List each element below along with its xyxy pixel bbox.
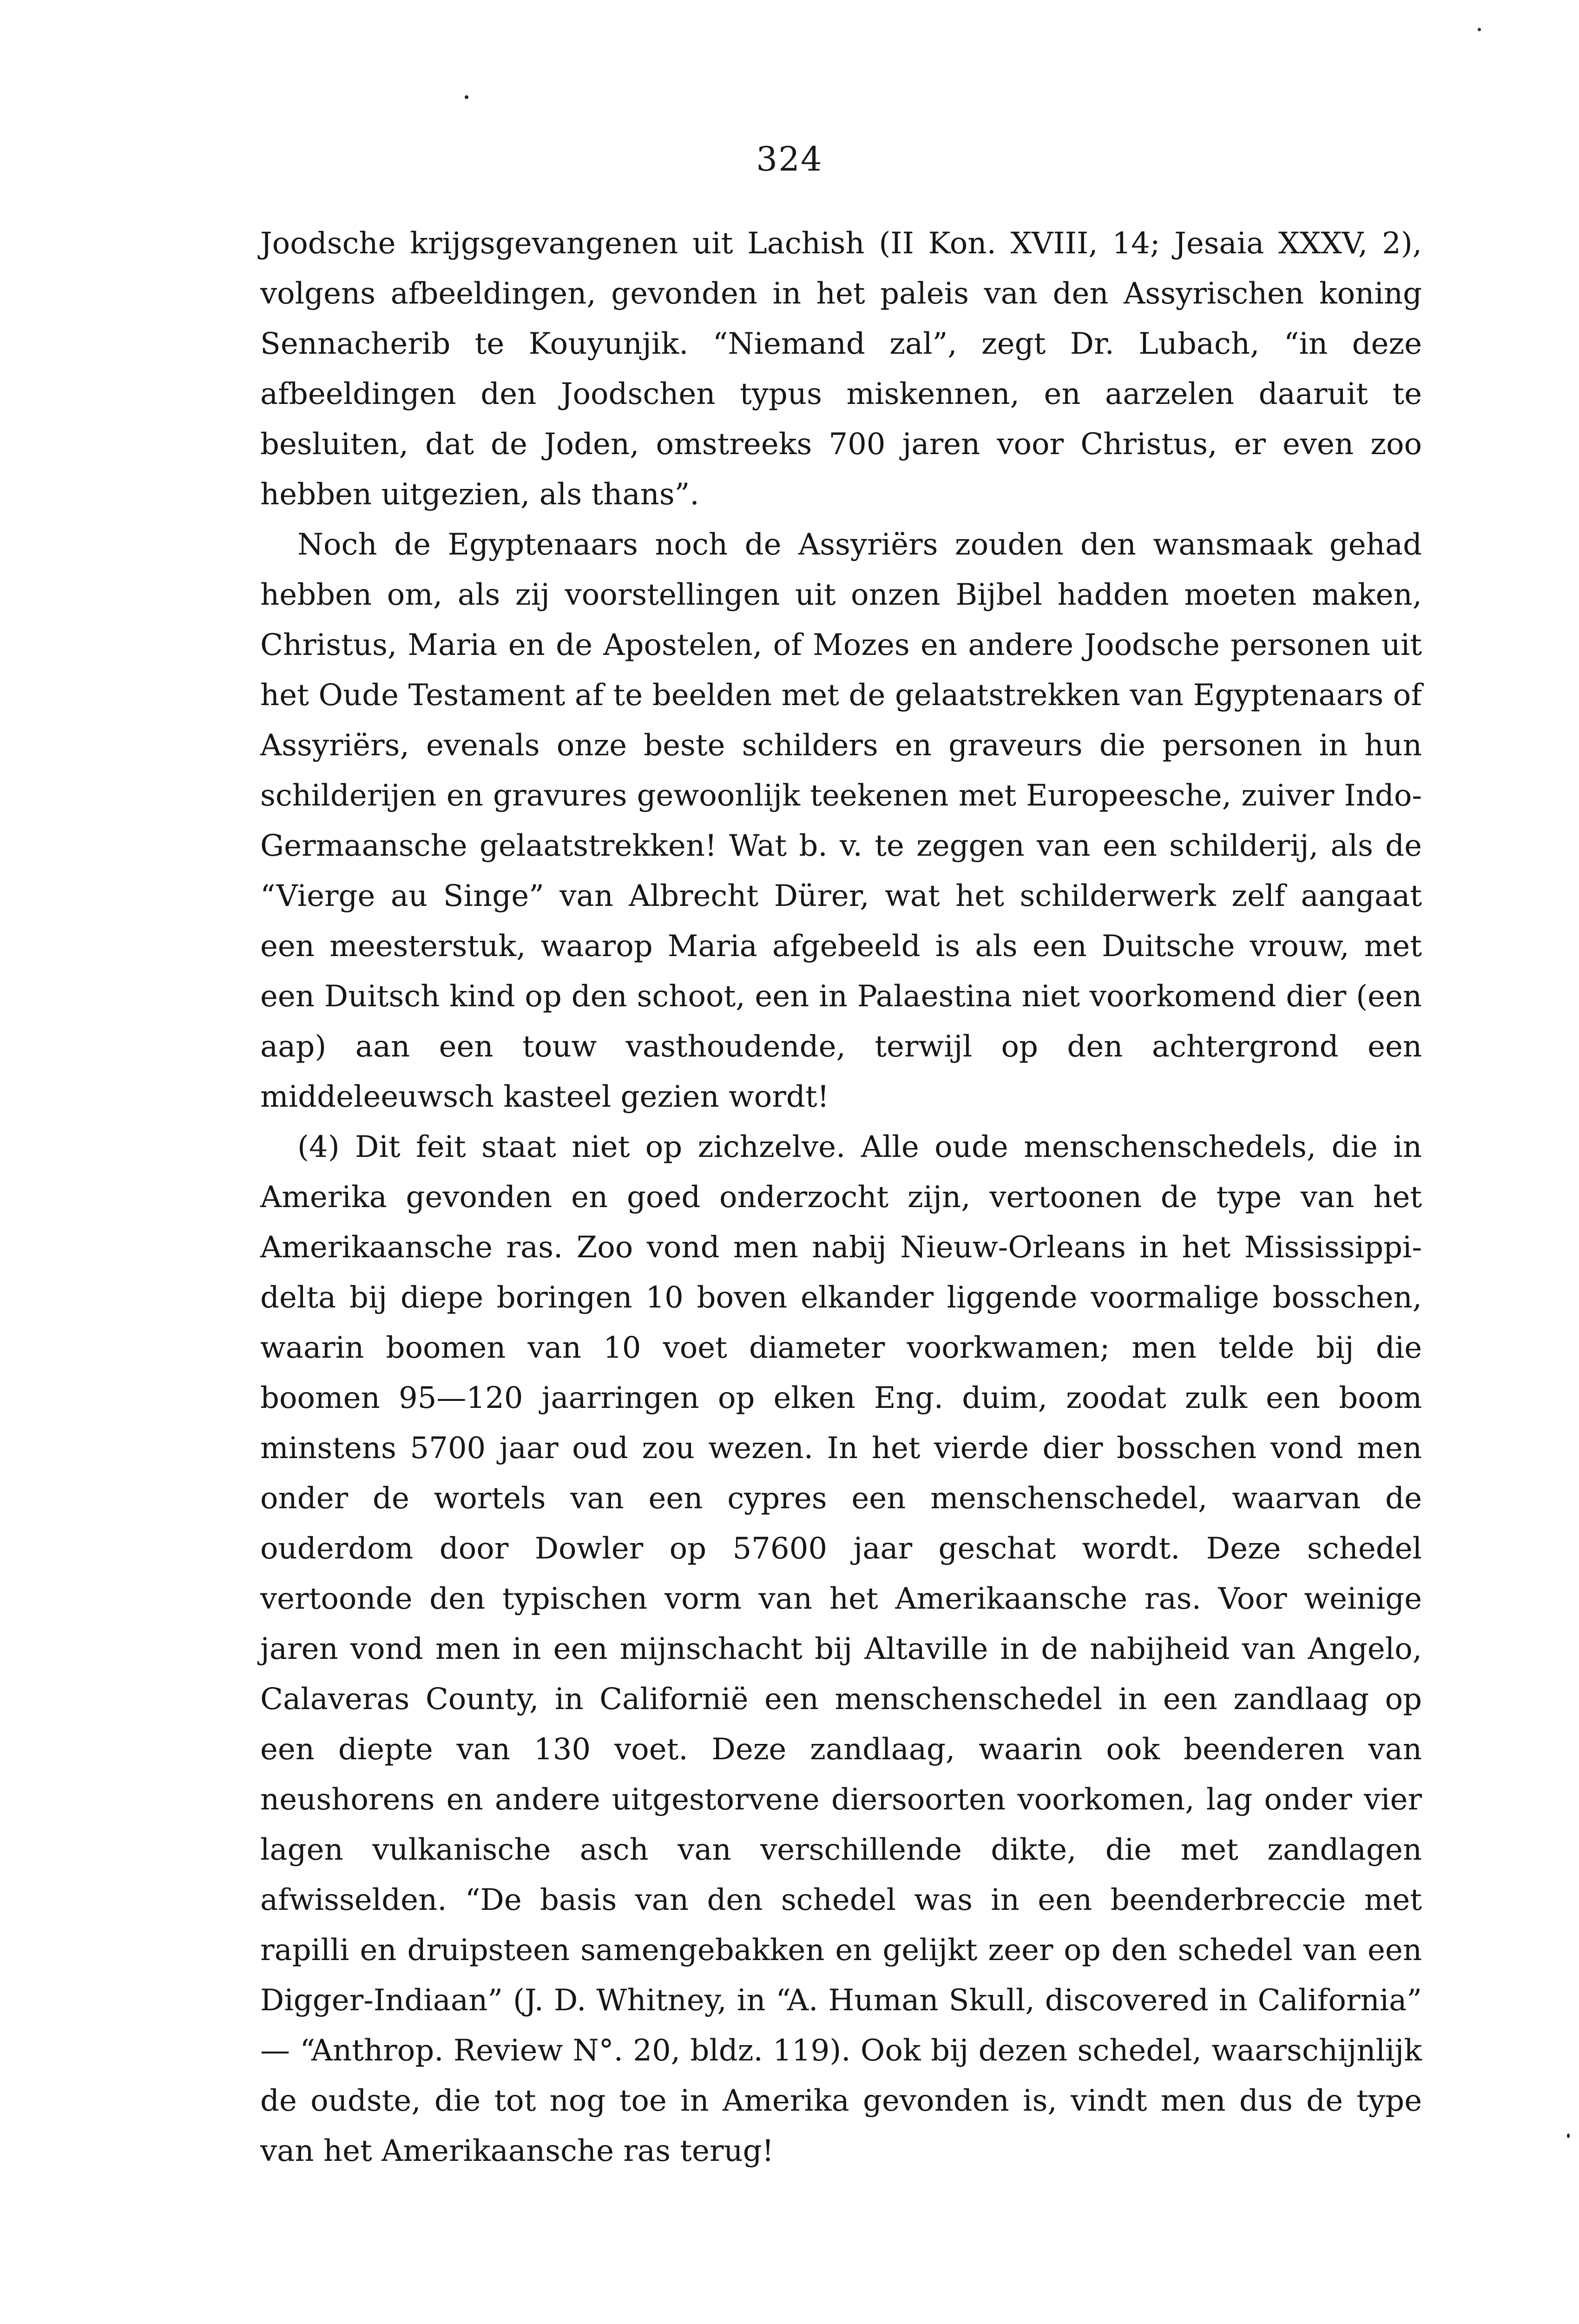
scan-speck: [1478, 28, 1481, 31]
paragraph-egyptenaars: Noch de Egyptenaars noch de Assyriërs zouden den wansmaak gehad hebben om, als zij voorstellingen uit onzen Bijbel hadden moeten maken, Christus, Maria en de Apostelen, of Mozes en andere Joodsche personen uit het Oude Testament af te beelden met de gelaatstrekken van Egyptenaars of Assyriërs, evenals onze beste schilders en graveurs die personen in hun schilderijen en gravures gewoonlijk teekenen met Europeesche, zuiver Indo-Germaansche gelaatstrekken! Wat b. v. te zeggen van een schilderij, als de “Vierge au Singe” van Albrecht Dürer, wat het schilderwerk zelf aangaat een meesterstuk, waarop Maria afgebeeld is als een Duitsche vrouw, met een Duitsch kind op den schoot, een in Palaestina niet voorkomend dier (een aap) aan een touw vasthoudende, terwijl op den achtergrond een middeleeuwsch kasteel gezien wordt!: [260, 528, 1422, 1114]
footnote-4: (4) Dit feit staat niet op zichzelve. Alle oude menschenschedels, die in Amerika gevonden en goed onderzocht zijn, vertoonen de type van het Amerikaansche ras. Zoo vond men nabij Nieuw-Orleans in het Mississippi-delta bij diepe boringen 10 boven elkander liggende voormalige bosschen, waarin boomen van 10 voet diameter voorkwamen; men telde bij die boomen 95—120 jaarringen op elken Eng. duim, zoodat zulk een boom minstens 5700 jaar oud zou wezen. In het vierde dier bosschen vond men onder de wortels van een cypres een menschenschedel, waarvan de ouderdom door Dowler op 57600 jaar geschat wordt. Deze schedel vertoonde den typischen vorm van het Amerikaansche ras. Voor weinige jaren vond men in een mijnschacht bij Altaville in de nabijheid van Angelo, Calaveras County, in Californië een menschenschedel in een zandlaag op een diepte van 130 voet. Deze zandlaag, waarin ook beenderen van neushorens en andere uitgestorvene diersoorten voorkomen, lag onder vier lagen vulkanische asch van verschillende dikte, die met zandlagen afwisselden. “De basis van den schedel was in een beenderbreccie met rapilli en druipsteen samengebakken en gelijkt zeer op den schedel van een Digger-Indiaan” (J. D. Whitney, in “A. Human Skull, discovered in California” — “Anthrop. Review N°. 20, bldz. 119). Ook bij dezen schedel, waarschijnlijk de oudste, die tot nog toe in Amerika gevonden is, vindt men dus de type van het Amerikaansche ras terug!: [260, 1130, 1422, 2168]
body-text: [260, 218, 1422, 2176]
scan-speck: [465, 95, 468, 99]
page-number: 324: [756, 139, 823, 178]
paragraph-continuation: Joodsche krijgsgevangenen uit Lachish (II Kon. XVIII, 14; Jesaia XXXV, 2), volgens afbeeldingen, gevonden in het paleis van den Assyrischen koning Sennacherib te Kouyunjik. “Niemand zal”, zegt Dr. Lubach, “in deze afbeeldingen den Joodschen typus miskennen, en aarzelen daaruit te besluiten, dat de Joden, omstreeks 700 jaren voor Christus, er even zoo hebben uitgezien, als thans”.: [260, 226, 1422, 512]
scan-speck: [1567, 2133, 1570, 2138]
